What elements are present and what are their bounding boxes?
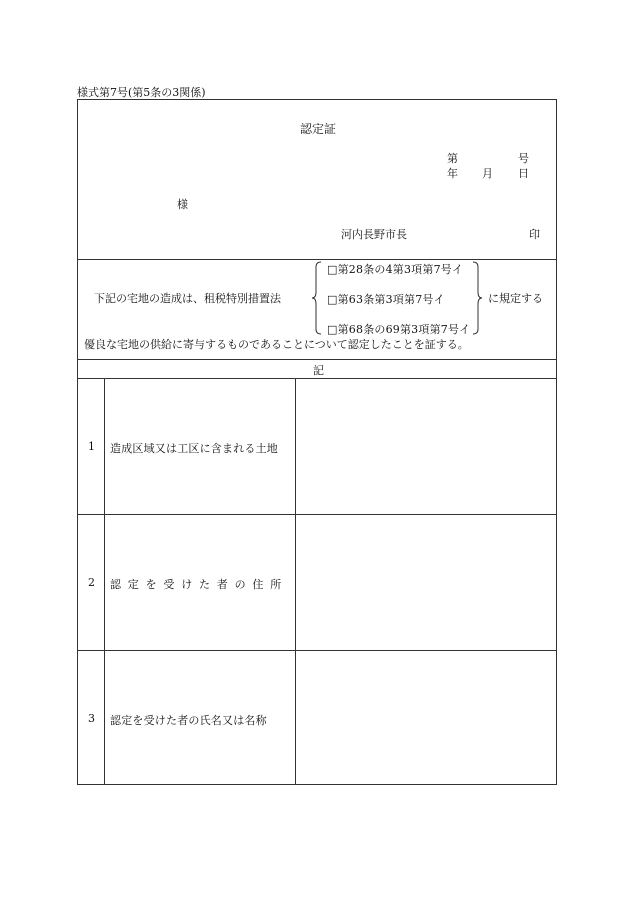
number-prefix: 第 xyxy=(447,152,458,165)
divider-records-heading xyxy=(78,378,556,379)
row-1-label: 造成区域又は工区に含まれる土地 xyxy=(110,442,278,455)
statement-line-2: 優良な宅地の供給に寄与するものであることについて認定したことを証する。 xyxy=(84,338,469,351)
statement-tail: に規定する xyxy=(488,292,543,305)
row-3-value-field[interactable] xyxy=(297,652,555,784)
row-2-number: 2 xyxy=(88,576,95,589)
certificate-frame xyxy=(77,99,557,785)
addressee-suffix: 様 xyxy=(177,198,188,211)
addressee-name-field[interactable] xyxy=(98,194,172,210)
divider-header xyxy=(78,259,556,260)
column-divider-label xyxy=(295,378,296,784)
column-divider-number xyxy=(104,378,105,784)
number-suffix: 号 xyxy=(518,152,529,165)
issuer-name: 河内長野市長 xyxy=(341,228,407,241)
seal-mark: 印 xyxy=(529,228,540,241)
row-1-number: 1 xyxy=(88,440,95,453)
form-number-title: 様式第7号(第5条の3関係) xyxy=(77,86,206,99)
row-2-value-field[interactable] xyxy=(297,516,555,648)
row-2-label: 認定を受けた者の住所 xyxy=(110,578,288,591)
divider-row-1 xyxy=(78,514,556,515)
left-brace xyxy=(312,261,322,335)
row-3-number: 3 xyxy=(88,712,95,725)
divider-row-2 xyxy=(78,650,556,651)
date-day-label: 日 xyxy=(518,167,529,180)
option-article-68[interactable]: □第68条の69第3項第7号イ xyxy=(327,323,471,336)
date-year-label: 年 xyxy=(447,167,458,180)
right-brace xyxy=(472,261,482,335)
certificate-title: 認定証 xyxy=(300,122,337,136)
option-article-63[interactable]: □第63条第3項第7号イ xyxy=(327,293,445,306)
number-field[interactable] xyxy=(462,148,514,163)
records-heading: 記 xyxy=(313,364,324,377)
row-1-value-field[interactable] xyxy=(297,380,555,512)
date-month-label: 月 xyxy=(482,167,493,180)
divider-statement xyxy=(78,359,556,360)
statement-lead: 下記の宅地の造成は、租税特別措置法 xyxy=(94,292,281,305)
row-3-label: 認定を受けた者の氏名又は名称 xyxy=(110,714,267,727)
option-article-28[interactable]: □第28条の4第3項第7号イ xyxy=(327,263,464,276)
